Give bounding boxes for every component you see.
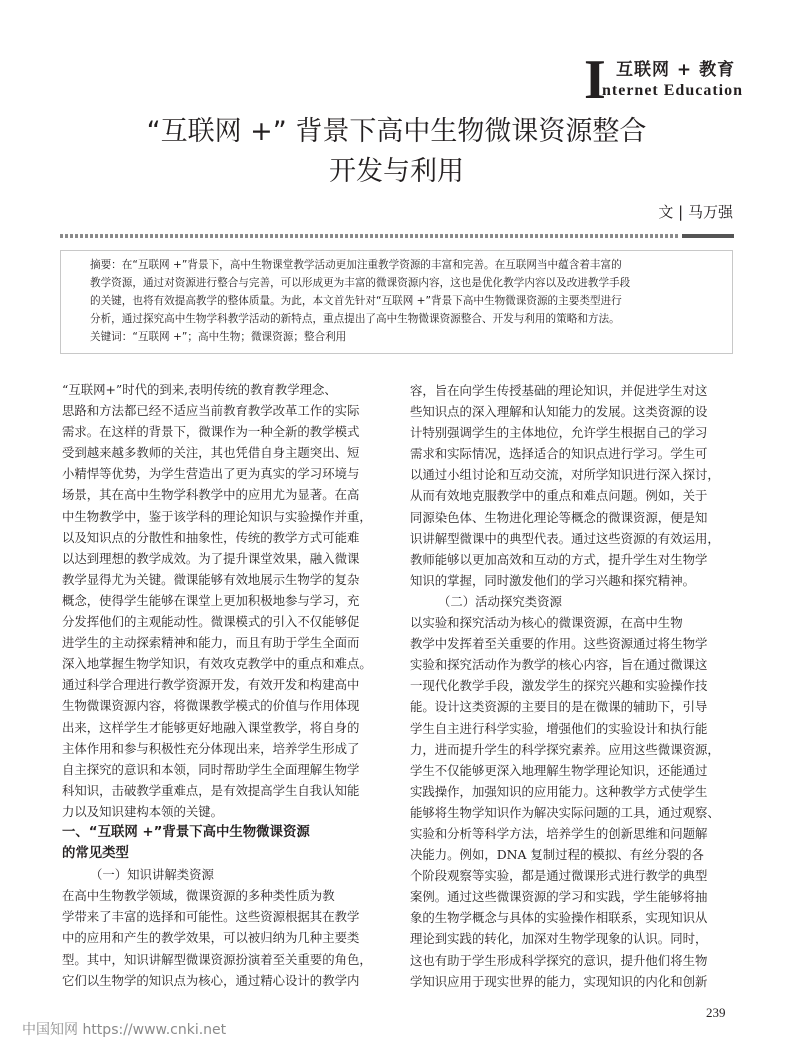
body-text-line: 教学中发挥着至关重要的作用。这些资源通过将生物学 [410,636,708,652]
body-text-line: 学知识应用于现实世界的能力，实现知识的内化和创新 [410,973,708,989]
body-text-line: 以实验和探究活动为核心的微课资源，在高中生物 [410,615,683,631]
body-text-line: 学生不仅能够更深入地理解生物学理论知识，还能通过 [410,762,708,778]
subsection-heading: （一）知识讲解类资源 [90,867,214,883]
body-text-line: 些知识点的深入理解和认知能力的发展。这类资源的设 [410,404,708,420]
page-number: 239 [706,1005,726,1020]
body-text-line: 进学生的主动探索精神和能力，而且有助于学生全面而 [62,635,360,651]
body-text-line: 象的生物学概念与具体的实验操作相联系，实现知识从 [410,910,708,926]
body-text-line: 实验和探究活动作为教学的核心内容，旨在通过微课这 [410,657,708,673]
body-text-line: 能。设计这类资源的主要目的是在微课的辅助下，引导 [410,699,708,715]
body-text-line: 型。其中，知识讲解型微课资源扮演着至关重要的角色， [62,951,372,967]
body-text-line: 力以及知识建构本领的关键。 [62,803,224,819]
body-text-line: 中的应用和产生的教学效果，可以被归纳为几种主要类 [62,930,360,946]
body-text-line: 计特别强调学生的主体地位，允许学生根据自己的学习 [410,425,708,441]
body-text-line: 知识的掌握，同时激发他们的学习兴趣和探究精神。 [410,572,695,588]
article-title-line-2: 开发与利用 [329,156,464,187]
body-text-line: 学生自主进行科学实验，增强他们的实验设计和执行能 [410,720,708,736]
body-text-line: 这也有助于学生形成科学探究的意识，提升他们将生物 [410,952,708,968]
body-text-line: 识讲解型微课中的典型代表。通过这些资源的有效运用， [410,530,720,546]
body-text-line: 容，旨在向学生传授基础的理论知识，并促进学生对这 [410,383,708,398]
body-text-line: 通过科学合理进行教学资源开发，有效开发和构建高中 [62,677,360,693]
section-title-cn: 互联网 + 教育 [616,60,736,80]
body-text-line: 科知识，击破教学重难点，是有效提高学生自我认知能 [62,782,360,798]
body-text-line: 能够将生物学知识作为解决实际问题的工具，通过观察、 [410,804,720,820]
dashed-divider [60,234,678,238]
author-byline: 文 | 马万强 [658,203,733,221]
body-text-line: 实验和分析等科学方法，培养学生的创新思维和问题解 [410,825,708,841]
abstract-line: 的关键，也将有效提高教学的整体质量。为此，本文首先针对“互联网 +”背景下高中生物微课资源的主要类型进行 [90,295,622,307]
subsection-heading: （二）活动探究类资源 [438,593,562,609]
section-initial-letter: I [584,49,606,111]
body-text-line: 案例。通过这些微课资源的学习和实践，学生能够将抽 [410,889,708,905]
body-text-line: 实践操作，加强知识的应用能力。这种教学方式使学生 [410,783,708,799]
body-text-line: 力，进而提升学生的科学探究素养。应用这些微课资源， [410,741,720,757]
body-text-line: 需求。在这样的背景下，微课作为一种全新的教学模式 [62,424,360,440]
abstract-line: 分析，通过探究高中生物学科教学活动的新特点，重点提出了高中生物微课资源整合、开发与利用的策略和方法。 [90,313,620,325]
article-title-line-1: “互联网 +” 背景下高中生物微课资源整合 [146,116,647,147]
body-text-line: 教师能够以更加高效和互动的方式，提升学生对生物学 [410,551,708,567]
body-text-line: 一现代化教学手段，激发学生的探究兴趣和实验操作技 [410,678,708,694]
body-text-line: 自主探究的意识和本领，同时帮助学生全面理解生物学 [62,761,360,777]
abstract-line: 教学资源，通过对资源进行整合与完善，可以形成更为丰富的微课资源内容，这也是优化教学内容以及改进教学手段 [90,277,631,289]
body-text-line: “互联网+”时代的到来,表明传统的教育教学理念、 [62,382,337,397]
body-text-line: 在高中生物教学领域，微课资源的多种类性质为教 [62,888,335,904]
body-text-line: 中生物教学中，鉴于该学科的理论知识与实验操作并重， [62,508,372,524]
body-text-line: 教学显得尤为关键。微课能够有效地展示生物学的复杂 [62,571,360,587]
body-text-line: 思路和方法都已经不适应当前教育教学改革工作的实际 [62,403,360,419]
body-column-left [62,379,389,991]
abstract-line: 摘要：在“互联网 +”背景下，高中生物课堂教学活动更加注重教学资源的丰富和完善。在互联网当中蕴含着丰富的 [90,259,622,271]
body-text-line: 小精悍等优势，为学生营造出了更为真实的学习环境与 [62,466,360,482]
divider-end-block [682,234,734,238]
body-text-line: 以达到理想的教学成效。为了提升课堂效果，融入微课 [62,550,360,566]
cnki-watermark: 中国知网 https://www.cnki.net [22,1022,227,1038]
body-column-right [410,380,737,992]
body-text-line: 从而有效地克服教学中的重点和难点问题。例如，关于 [410,488,708,504]
body-text-line: 受到越来越多教师的关注，其也凭借自身主题突出、短 [62,445,360,461]
section-heading: 的常见类型 [62,846,129,862]
body-text-line: 分发挥他们的主观能动性。微课模式的引入不仅能够促 [62,614,360,630]
body-text-line: 生物微课资源内容，将微课教学模式的价值与作用体现 [62,698,360,714]
body-text-line: 以及知识点的分散性和抽象性，传统的教学方式可能难 [62,529,360,545]
body-text-line: 学带来了丰富的选择和可能性。这些资源根据其在教学 [62,909,360,925]
body-text-line: 深入地掌握生物学知识，有效攻克教学中的重点和难点。 [62,656,372,672]
body-text-line: 出来，这样学生才能够更好地融入课堂教学，将自身的 [62,719,360,735]
body-text-line: 决能力。例如，DNA 复制过程的模拟、有丝分裂的各 [410,847,704,863]
body-text-line: 场景，其在高中生物学科教学中的应用尤为显著。在高 [62,487,360,503]
body-text-line: 概念，使得学生能够在课堂上更加积极地参与学习，充 [62,592,360,608]
body-text-line: 它们以生物学的知识点为核心，通过精心设计的教学内 [62,972,360,988]
section-heading: 一、“互联网 +”背景下高中生物微课资源 [62,824,310,840]
body-text-line: 以通过小组讨论和互动交流，对所学知识进行深入探讨， [410,467,720,483]
body-text-line: 理论到实践的转化，加深对生物学现象的认识。同时， [410,931,708,947]
abstract [90,256,710,346]
keywords: 关键词：“互联网 +”；高中生物；微课资源；整合利用 [90,331,347,343]
section-title-en: nternet Education [602,82,743,99]
body-text-line: 同源染色体、生物进化理论等概念的微课资源，便是知 [410,509,708,525]
body-text-line: 主体作用和参与积极性充分体现出来，培养学生形成了 [62,740,360,756]
body-text-line: 个阶段观察等实验，都是通过微课形式进行教学的典型 [410,868,708,884]
body-text-line: 需求和实际情况，选择适合的知识点进行学习。学生可 [410,446,708,462]
